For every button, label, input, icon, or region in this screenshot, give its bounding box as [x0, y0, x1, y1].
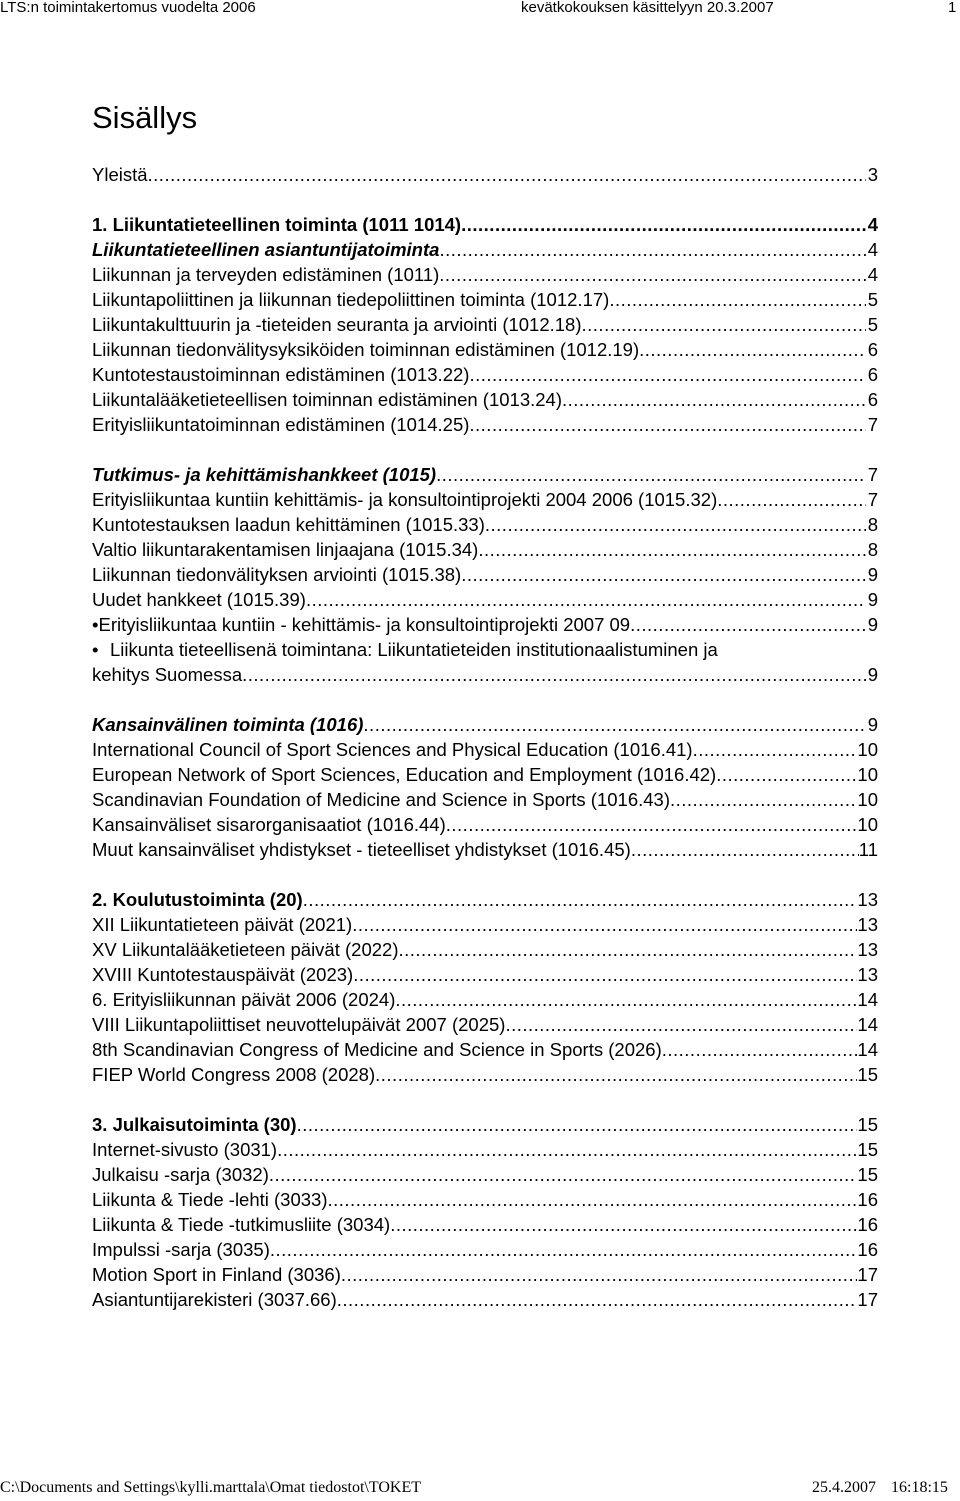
toc-entry[interactable]: Kuntotestaustoiminnan edistäminen (1013.22) ..... 6 [92, 362, 878, 387]
toc-entry[interactable]: Liikuntakulttuurin ja -tieteiden seuranta ja arviointi (1012.18) ..... 5 [92, 312, 878, 337]
toc-entry[interactable]: Liikunta & Tiede -tutkimusliite (3034) ..... 16 [92, 1212, 878, 1237]
bullet-icon: • [92, 614, 99, 635]
toc-entry[interactable]: XV Liikuntalääketieteen päivät (2022) ..... 13 [92, 937, 878, 962]
toc-entry[interactable]: Liikuntapoliittinen ja liikunnan tiedepoliittinen toiminta (1012.17) ..... 5 [92, 287, 878, 312]
toc-entry[interactable]: XVIII Kuntotestauspäivät (2023) ..... 13 [92, 962, 878, 987]
toc-entry-international[interactable]: Kansainvälinen toiminta (1016) ..... 9 [92, 712, 878, 737]
toc-entry[interactable]: 8th Scandinavian Congress of Medicine and Science in Sports (2026) ..... 14 [92, 1037, 878, 1062]
toc-entry[interactable]: FIEP World Congress 2008 (2028) ..... 15 [92, 1062, 878, 1087]
toc-entry[interactable]: Kansainväliset sisarorganisaatiot (1016.44) ..... 10 [92, 812, 878, 837]
toc-entry[interactable]: Erityisliikuntatoiminnan edistäminen (1014.25) ..... 7 [92, 412, 878, 437]
header-document-title: LTS:n toimintakertomus vuodelta 2006 [0, 0, 256, 16]
footer-time: 16:18:15 [891, 1479, 948, 1496]
header-page-number: 1 [948, 0, 957, 16]
toc-entry[interactable]: Scandinavian Foundation of Medicine and Science in Sports (1016.43) ..... 10 [92, 787, 878, 812]
toc-entry[interactable]: • Liikunta tieteellisenä toimintana: Liikuntatieteiden institutionaalistuminen ja [92, 639, 718, 660]
toc-entry[interactable]: Kuntotestauksen laadun kehittäminen (1015.33) ..... 8 [92, 512, 878, 537]
toc-entry[interactable]: Julkaisu -sarja (3032) ..... 15 [92, 1162, 878, 1187]
bullet-icon: • [92, 639, 99, 660]
toc-entry[interactable]: kehitys Suomessa ..... 9 [92, 662, 878, 687]
footer-date: 25.4.2007 [812, 1479, 876, 1496]
toc-entry[interactable]: Liikunta & Tiede -lehti (3033) ..... 16 [92, 1187, 878, 1212]
header-meeting-note: kevätkokouksen käsittelyyn 20.3.2007 [521, 0, 774, 16]
toc-entry-yleista[interactable]: Yleistä ..... 3 [92, 162, 878, 187]
toc-entry[interactable]: International Council of Sport Sciences and Physical Education (1016.41) ..... 10 [92, 737, 878, 762]
toc-entry[interactable]: Motion Sport in Finland (3036) ..... 17 [92, 1262, 878, 1287]
toc-entry[interactable]: Valtio liikuntarakentamisen linjaajana (1015.34) ..... 8 [92, 537, 878, 562]
footer-file-path: C:\Documents and Settings\kylli.marttala\Omat tiedostot\TOKET [0, 1479, 421, 1496]
toc-entry[interactable]: Liikuntalääketieteellisen toiminnan edistäminen (1013.24) ..... 6 [92, 387, 878, 412]
toc-entry[interactable]: Liikunnan ja terveyden edistäminen (1011) ..... 4 [92, 262, 878, 287]
toc-entry-section-1[interactable]: 1. Liikuntatieteellinen toiminta (1011 1014) ..... 4 [92, 212, 878, 237]
toc-entry[interactable]: • Erityisliikuntaa kuntiin - kehittämis- ja konsultointiprojekti 2007 09 ..... 9 [92, 612, 878, 637]
toc-entry[interactable]: VIII Liikuntapoliittiset neuvottelupäivät 2007 (2025) ..... 14 [92, 1012, 878, 1037]
toc-entry-section-2[interactable]: 2. Koulutustoiminta (20) ..... 13 [92, 887, 878, 912]
toc-entry[interactable]: Erityisliikuntaa kuntiin kehittämis- ja konsultointiprojekti 2004 2006 (1015.32) ..... 7 [92, 487, 878, 512]
page-title: Sisällys [92, 100, 198, 135]
toc-entry[interactable]: Uudet hankkeet (1015.39) ..... 9 [92, 587, 878, 612]
toc-entry[interactable]: Muut kansainväliset yhdistykset - tieteelliset yhdistykset (1016.45) ..... 11 [92, 837, 878, 862]
toc-entry[interactable]: Asiantuntijarekisteri (3037.66) ..... 17 [92, 1287, 878, 1312]
toc-entry[interactable]: Internet-sivusto (3031) ..... 15 [92, 1137, 878, 1162]
toc-entry-section-3[interactable]: 3. Julkaisutoiminta (30) ..... 15 [92, 1112, 878, 1137]
toc-entry[interactable]: Impulssi -sarja (3035) ..... 16 [92, 1237, 878, 1262]
toc-entry[interactable]: Liikuntatieteellinen asiantuntijatoiminta ..... 4 [92, 237, 878, 262]
toc-entry[interactable]: European Network of Sport Sciences, Education and Employment (1016.42) ..... 10 [92, 762, 878, 787]
toc-entry[interactable]: XII Liikuntatieteen päivät (2021) ..... 13 [92, 912, 878, 937]
toc-entry[interactable]: 6. Erityisliikunnan päivät 2006 (2024) ..... 14 [92, 987, 878, 1012]
toc-entry-research-projects[interactable]: Tutkimus- ja kehittämishankkeet (1015) ..... 7 [92, 462, 878, 487]
page-header [0, 0, 960, 16]
page-footer [0, 1478, 960, 1498]
toc-entry[interactable]: Liikunnan tiedonvälitysyksiköiden toiminnan edistäminen (1012.19) ..... 6 [92, 337, 878, 362]
toc-entry[interactable]: Liikunnan tiedonvälityksen arviointi (1015.38) ..... 9 [92, 562, 878, 587]
